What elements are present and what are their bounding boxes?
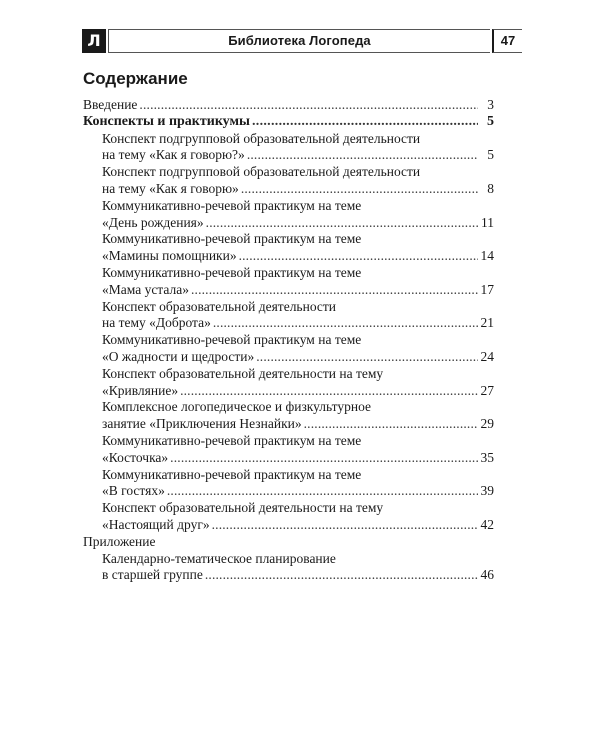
toc-entry xyxy=(83,181,494,198)
series-logo: Л xyxy=(82,29,106,53)
toc-entry xyxy=(83,551,494,568)
dot-leader xyxy=(205,567,478,584)
toc-entry-text: «Настоящий друг» xyxy=(102,516,210,532)
toc-entry-text: «Мама устала» xyxy=(102,281,189,297)
toc-entry-page: 35 xyxy=(480,449,494,465)
dot-leader xyxy=(206,215,478,232)
toc-entry-text: на тему «Как я говорю?» xyxy=(102,147,245,163)
toc-entry-text: «День рождения» xyxy=(102,214,204,230)
toc-entry-page: 8 xyxy=(487,180,494,196)
toc-entry-text: «Кривляние» xyxy=(102,382,179,398)
toc-entry-text: «Мамины помощники» xyxy=(102,248,237,264)
toc-entry-text: «Косточка» xyxy=(102,449,169,465)
toc-entry xyxy=(83,450,494,467)
toc-entry xyxy=(83,299,494,316)
toc-entry xyxy=(83,416,494,433)
toc-entry xyxy=(83,215,494,232)
toc-entry xyxy=(83,114,494,131)
toc-entry-page: 3 xyxy=(487,97,494,112)
toc-entry xyxy=(83,433,494,450)
toc-entry-text: Конспект подгрупповой образовательной деятельности xyxy=(102,164,421,180)
toc-entry-text: Коммуникативно-речевой практикум на теме xyxy=(102,197,362,213)
dot-leader xyxy=(170,450,478,467)
toc-entry xyxy=(83,198,494,215)
toc-entry xyxy=(83,483,494,500)
header-bar xyxy=(108,29,490,53)
toc-entry-text: Введение xyxy=(83,97,138,112)
toc-entry-text: Конспект образовательной деятельности на тему xyxy=(102,365,384,381)
toc-entry-text: Календарно-тематическое планирование xyxy=(102,550,336,566)
toc-entry xyxy=(83,248,494,265)
toc-entry xyxy=(83,147,494,164)
toc-entry-text: Комплексное логопедическое и физкультурное xyxy=(102,399,372,415)
dot-leader xyxy=(180,383,478,400)
series-title: Библиотека Логопеда xyxy=(228,33,371,48)
toc-entry-page: 21 xyxy=(480,315,494,331)
table-of-contents xyxy=(83,97,494,584)
toc-entry-text: Коммуникативно-речевой практикум на теме xyxy=(102,432,362,448)
toc-entry xyxy=(83,332,494,349)
dot-leader xyxy=(247,147,478,164)
toc-entry-text: Конспект подгрупповой образовательной деятельности xyxy=(102,130,421,146)
dot-leader xyxy=(239,248,478,265)
toc-entry-text: Конспект образовательной деятельности на тему xyxy=(102,500,384,516)
toc-entry xyxy=(83,467,494,484)
toc-entry-text: Коммуникативно-речевой практикум на теме xyxy=(102,264,362,280)
toc-entry-text: «О жадности и щедрости» xyxy=(102,348,255,364)
toc-entry-text: Конспект образовательной деятельности xyxy=(102,298,337,314)
toc-entry xyxy=(83,315,494,332)
toc-entry xyxy=(83,534,494,551)
toc-entry xyxy=(83,383,494,400)
toc-entry-page: 17 xyxy=(480,281,494,297)
dot-leader xyxy=(191,282,478,299)
toc-entry-text: занятие «Приключения Незнайки» xyxy=(102,416,302,432)
dot-leader xyxy=(256,349,478,366)
toc-entry-text: на тему «Доброта» xyxy=(102,315,211,331)
toc-entry xyxy=(83,282,494,299)
dot-leader xyxy=(212,517,478,534)
toc-entry-page: 42 xyxy=(480,516,494,532)
dot-leader xyxy=(252,114,478,131)
toc-entry xyxy=(83,567,494,584)
toc-entry xyxy=(83,349,494,366)
toc-entry-page: 5 xyxy=(487,147,494,163)
toc-entry xyxy=(83,131,494,148)
toc-entry xyxy=(83,517,494,534)
dot-leader xyxy=(139,97,478,114)
toc-entry-page: 29 xyxy=(480,416,494,432)
toc-entry xyxy=(83,500,494,517)
toc-entry-text: Коммуникативно-речевой практикум на теме xyxy=(102,231,362,247)
toc-entry-page: 46 xyxy=(480,567,494,583)
toc-entry xyxy=(83,366,494,383)
toc-entry-text: Приложение xyxy=(83,533,156,549)
toc-entry-page: 5 xyxy=(487,113,494,129)
toc-entry-page: 27 xyxy=(480,382,494,398)
toc-entry xyxy=(83,399,494,416)
toc-entry-page: 24 xyxy=(480,348,494,364)
dot-leader xyxy=(213,315,478,332)
dot-leader xyxy=(167,483,478,500)
toc-entry-page: 14 xyxy=(480,248,494,264)
toc-entry xyxy=(83,265,494,282)
toc-entry xyxy=(83,97,494,114)
toc-entry-text: Коммуникативно-речевой практикум на теме xyxy=(102,466,362,482)
toc-entry-text: «В гостях» xyxy=(102,483,165,499)
toc-entry-text: в старшей группе xyxy=(102,567,203,583)
dot-leader xyxy=(304,416,478,433)
toc-entry xyxy=(83,231,494,248)
toc-entry-page: 11 xyxy=(481,214,494,230)
toc-entry-text: Коммуникативно-речевой практикум на теме xyxy=(102,332,362,348)
toc-entry-text: на тему «Как я говорю» xyxy=(102,180,239,196)
toc-entry-page: 39 xyxy=(480,483,494,499)
toc-entry xyxy=(83,164,494,181)
running-header xyxy=(82,29,522,53)
toc-entry-text: Конспекты и практикумы xyxy=(83,113,250,129)
toc-title: Содержание xyxy=(83,69,188,88)
dot-leader xyxy=(241,181,478,198)
page-number: 47 xyxy=(492,29,522,53)
